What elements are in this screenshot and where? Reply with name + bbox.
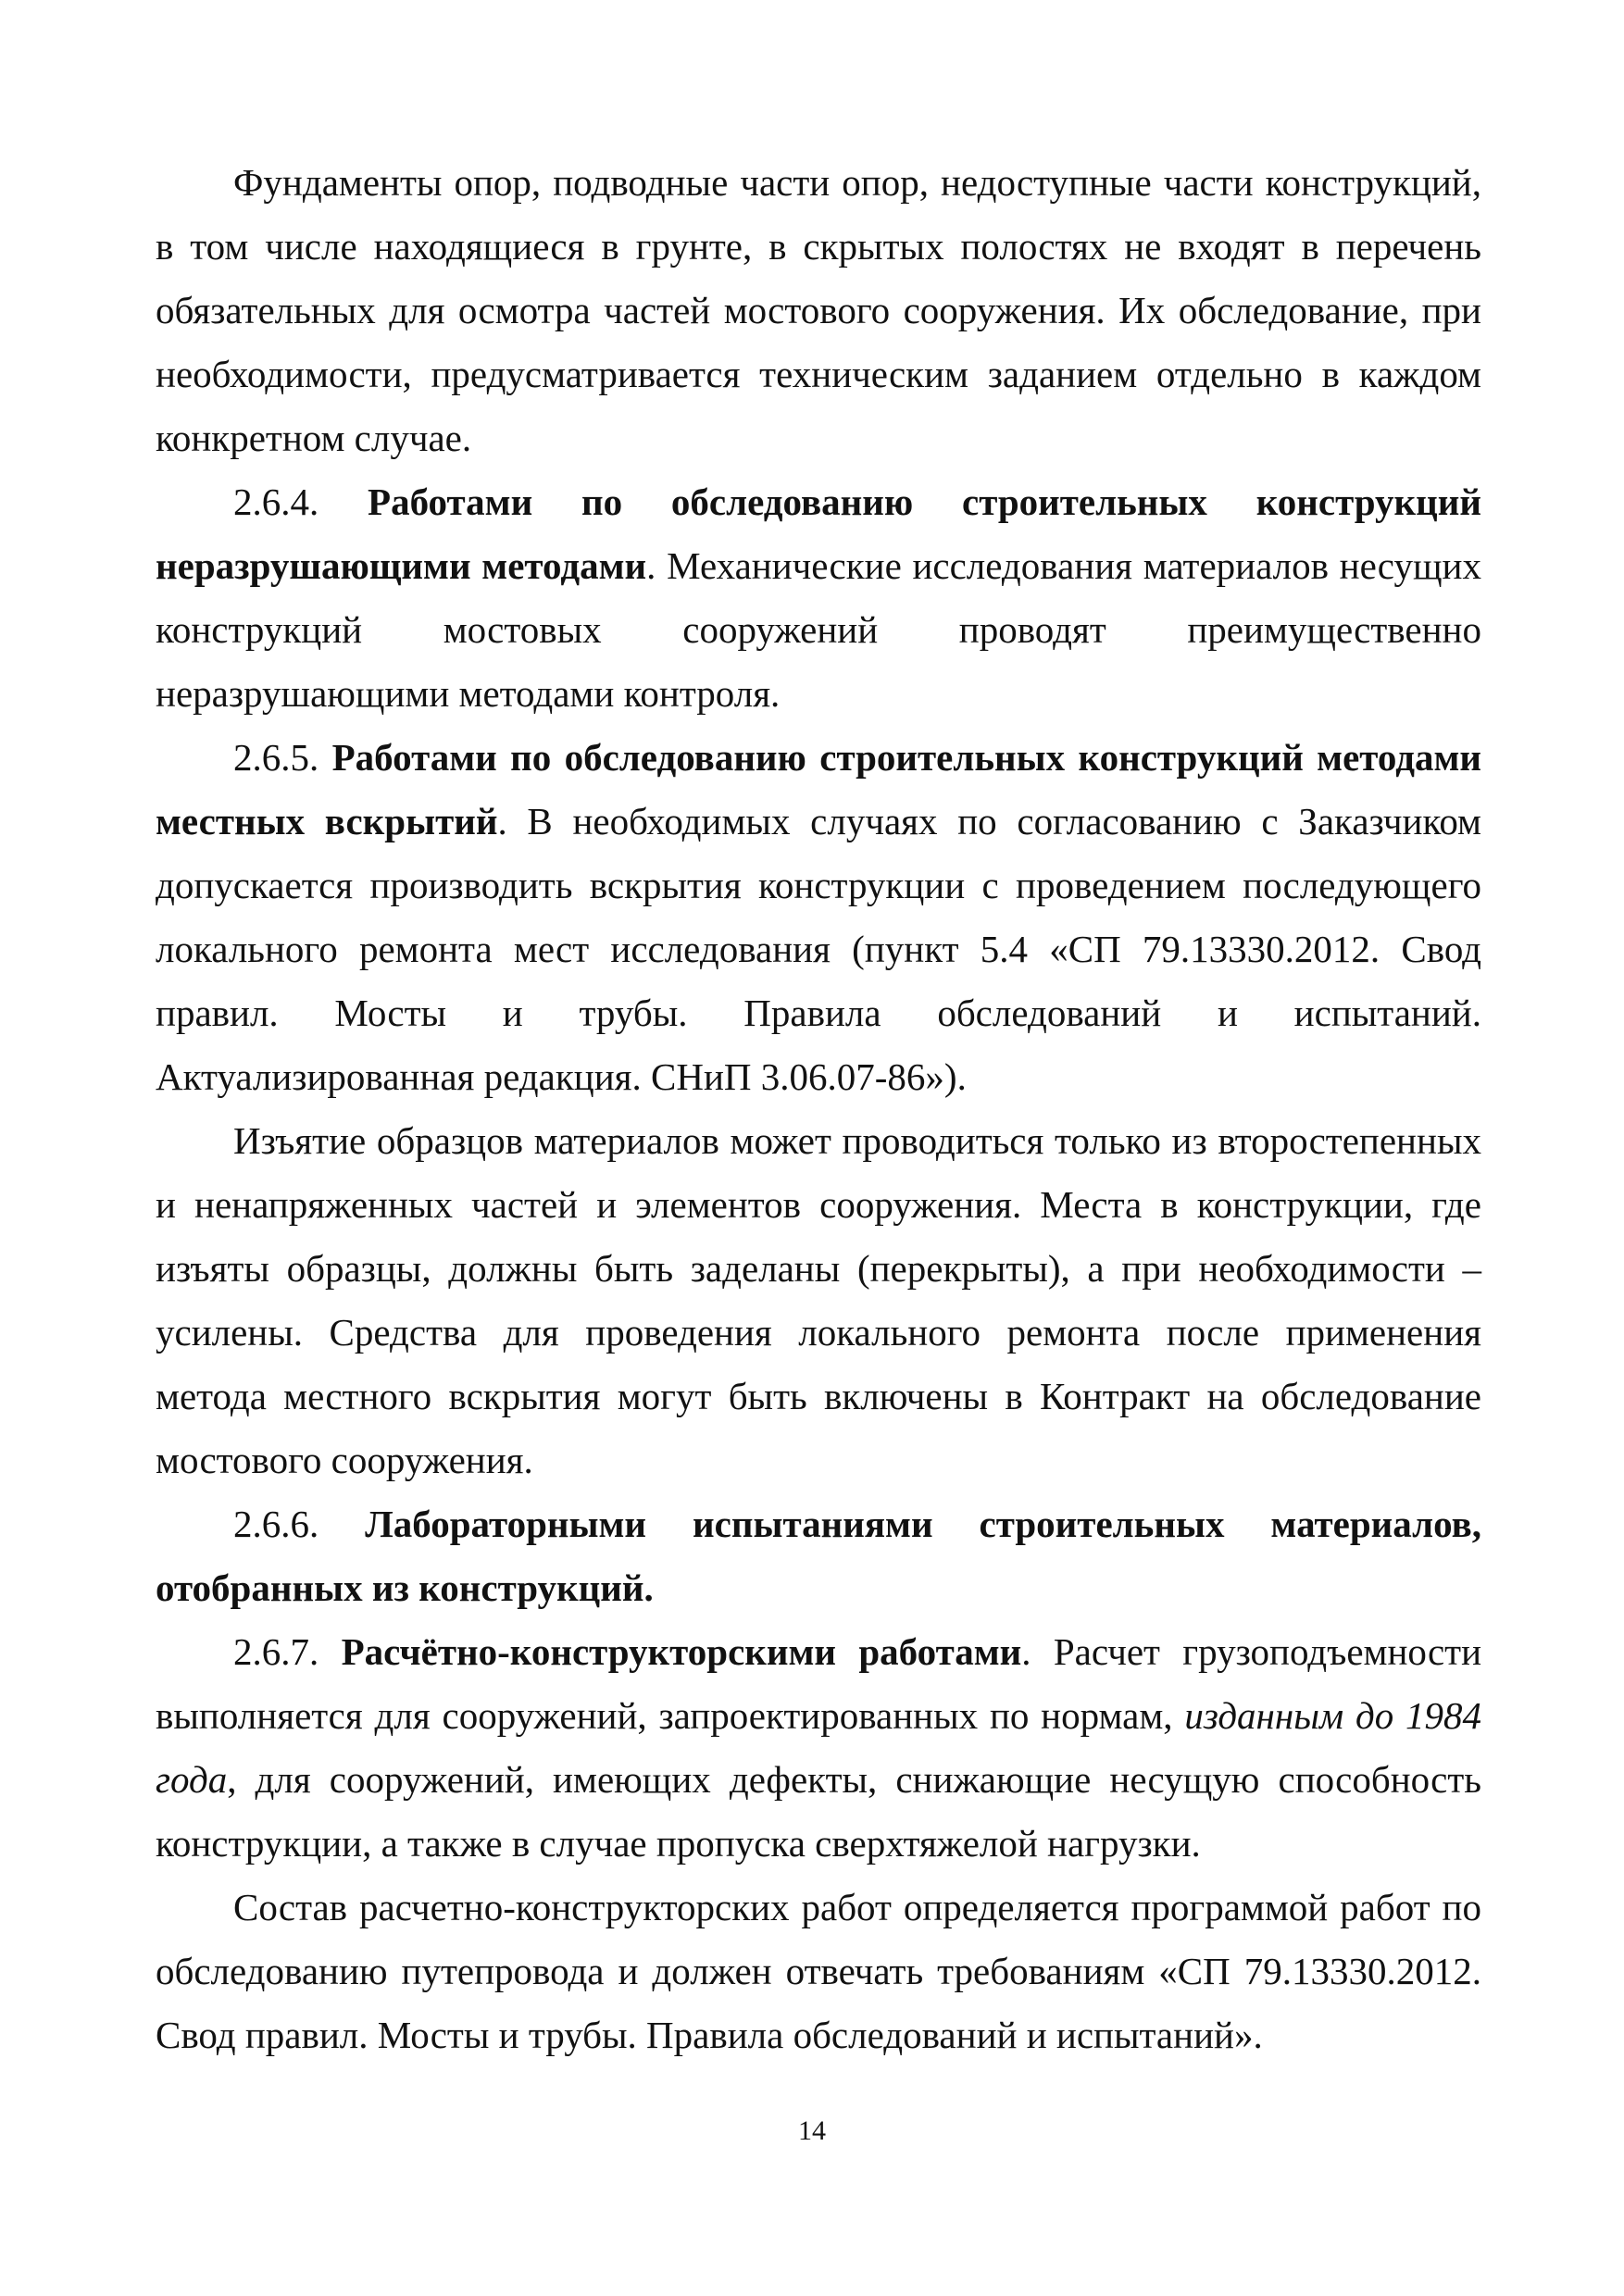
italic-text-run: изданным до 1984 года [156,1694,1481,1801]
bold-text-run: Расчётно-конструкторскими работами [341,1630,1022,1673]
text-run: . Механические исследования материалов несущих конструкций мостовых сооружений проводят преимущественно неразрушающими методами контроля. [156,544,1481,715]
bold-text-run: Лабораторными испытаниями строительных материалов, отобранных из конструкций. [156,1503,1481,1609]
text-run: . Расчет грузоподъемности выполняется для сооружений, запроектированных по нормам, [156,1630,1482,1737]
text-run: 2.6.5. [233,736,332,779]
paragraph-2-6-4 [156,470,1481,726]
text-run: , для сооружений, имеющих дефекты, снижающие несущую способность конструкции, а также в случае пропуска сверхтяжелой нагрузки. [156,1758,1481,1865]
document-body [156,151,1481,2067]
text-run: Фундаменты опор, подводные части опор, недоступные части конструкций, в том числе находящиеся в грунте, в скрытых полостях не входят в перечень обязательных для осмотра частей мостового сооружения. Их обследование, при необходимости, предусматривается техническим заданием отдельно в каждом конкретном случае. [156,161,1481,459]
paragraph-foundations [156,151,1481,470]
paragraph-sample-extraction [156,1109,1481,1492]
text-run: . В необходимых случаях по согласованию с Заказчиком допускается производить вскрытия конструкции с проведением последующего локального ремонта мест исследования (пункт 5.4 «СП 79.13330.2012. Свод правил. Мосты и трубы. Правила обследований и испытаний. Актуализированная редакция. СНиП 3.06.07-86»). [156,800,1481,1098]
text-run: 2.6.7. [233,1630,342,1673]
paragraph-design-work-scope [156,1876,1481,2067]
paragraph-2-6-7 [156,1620,1481,1876]
text-run: Изъятие образцов материалов может проводиться только из второстепенных и ненапряженных частей и элементов сооружения. Места в конструкции, где изъяты образцы, должны быть заделаны (перекрыты), а при необходимости – усилены. Средства для проведения локального ремонта после применения метода местного вскрытия могут быть включены в Контракт на обследование мостового сооружения. [156,1119,1481,1481]
page-number: 14 [798,2115,826,2146]
text-run: 2.6.4. [233,480,369,523]
text-run: Состав расчетно-конструкторских работ определяется программой работ по обследованию путепровода и должен отвечать требованиям «СП 79.13330.2012. Свод правил. Мосты и трубы. Правила обследований и испытаний». [156,1886,1481,2056]
text-run: 2.6.6. [233,1503,366,1545]
bold-text-run: Работами по обследованию строительных конструкций методами местных вскрытий [156,736,1482,842]
bold-text-run: Работами по обследованию строительных конструкций неразрушающими методами [156,480,1481,587]
paragraph-2-6-6 [156,1492,1481,1620]
paragraph-2-6-5 [156,726,1481,1109]
